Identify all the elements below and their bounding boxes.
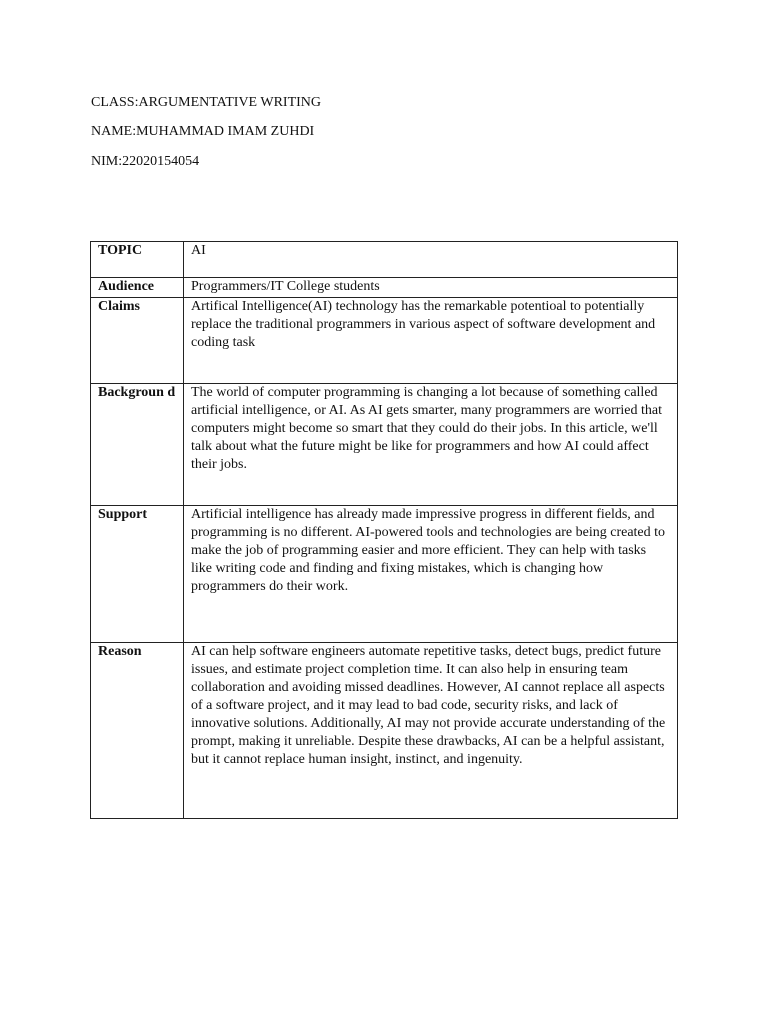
row-label-topic: TOPIC [91, 242, 184, 278]
table-row-topic [91, 242, 678, 278]
table-row-reason [91, 643, 678, 819]
table-row-background [91, 384, 678, 506]
row-value-support: Artificial intelligence has already made impressive progress in different fields, and programming is no different. AI-powered tools and technologies are being created to make the job of programming easier and more efficient. They can help with tasks like writing code and finding and fixing mistakes, which is changing how programmers do their work. [184, 506, 678, 643]
row-value-background: The world of computer programming is changing a lot because of something called artificial intelligence, or AI. As AI gets smarter, many programmers are worried that computers might become so smart that they could do their jobs. In this article, we'll talk about what the future might be like for programmers and how AI could affect their jobs. [184, 384, 678, 506]
row-label-reason: Reason [91, 643, 184, 819]
row-label-background: Backgroun d [91, 384, 184, 506]
row-value-reason: AI can help software engineers automate repetitive tasks, detect bugs, predict future issues, and estimate project completion time. It can also help in ensuring team collaboration and avoiding missed deadlines. However, AI cannot replace all aspects of a software project, and it may lead to bad code, security risks, and lack of innovative solutions. Additionally, AI may not provide accurate understanding of the prompt, making it unreliable. Despite these drawbacks, AI can be a helpful assistant, but it cannot replace human insight, instinct, and ingenuity. [184, 643, 678, 819]
row-value-claims: Artifical Intelligence(AI) technology has the remarkable potentioal to potentially replace the traditional programmers in various aspect of software development and coding task [184, 298, 678, 384]
row-label-claims: Claims [91, 298, 184, 384]
row-value-topic: AI [184, 242, 678, 278]
row-label-support: Support [91, 506, 184, 643]
table-row-support [91, 506, 678, 643]
name-line: NAME:MUHAMMAD IMAM ZUHDI [91, 124, 315, 139]
table-row-claims [91, 298, 678, 384]
row-label-audience: Audience [91, 278, 184, 298]
class-line: CLASS:ARGUMENTATIVE WRITING [91, 95, 322, 110]
table-row-audience [91, 278, 678, 298]
row-value-audience: Programmers/IT College students [184, 278, 678, 298]
nim-line: NIM:22020154054 [91, 154, 200, 169]
argument-table [90, 241, 678, 819]
